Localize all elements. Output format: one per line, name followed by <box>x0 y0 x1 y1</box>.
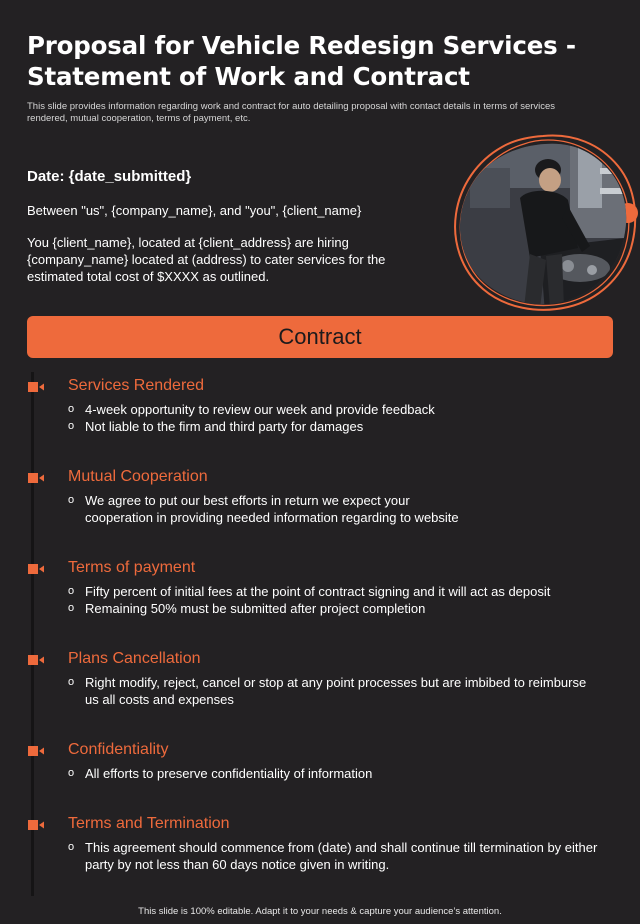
arrow-marker-icon <box>27 563 45 575</box>
title-line-2: Statement of Work and Contract <box>27 62 470 91</box>
bullet-list <box>68 401 624 435</box>
list-item: o Fifty percent of initial fees at the point of contract signing and it will act as deposit <box>68 584 551 599</box>
bullet-icon: o <box>68 494 75 506</box>
bullet-icon: o <box>68 767 75 779</box>
section-title: Terms and Termination <box>68 815 230 832</box>
section-title: Confidentiality <box>68 741 169 758</box>
bullet-icon: o <box>68 676 75 688</box>
section-title: Plans Cancellation <box>68 650 201 667</box>
list-item: o 4-week opportunity to review our week and provide feedback <box>68 402 435 417</box>
arrow-marker-icon <box>27 745 45 757</box>
page-title <box>27 30 617 92</box>
parties-text: Between "us", {company_name}, and "you", {client_name} <box>27 203 362 218</box>
subtitle: This slide provides information regarding work and contract for auto detailing proposal with contact details in terms of services rendered, mutual cooperation, terms of payment, etc. <box>27 101 556 124</box>
list-item: o Right modify, reject, cancel or stop at any point processes but are imbibed to reimburse us all costs and expenses <box>68 675 587 707</box>
bullet-icon: o <box>68 420 75 432</box>
date-submitted: Date: {date_submitted} <box>27 168 192 185</box>
bullet-icon: o <box>68 403 75 415</box>
arrow-marker-icon <box>27 654 45 666</box>
list-item: o Not liable to the firm and third party for damages <box>68 419 364 434</box>
list-item: o We agree to put our best efforts in return we expect your cooperation in providing needed information regarding to website <box>68 493 459 525</box>
section-title: Terms of payment <box>68 559 196 576</box>
bullet-list <box>68 583 624 617</box>
section-title: Services Rendered <box>68 377 205 394</box>
bullet-list <box>68 674 588 708</box>
arrow-marker-icon <box>27 819 45 831</box>
bullet-icon: o <box>68 841 75 853</box>
list-item: o Remaining 50% must be submitted after project completion <box>68 601 426 616</box>
title-line-1: Proposal for Vehicle Redesign Services - <box>27 31 576 60</box>
section-title: Mutual Cooperation <box>68 468 208 485</box>
arrow-marker-icon <box>27 381 45 393</box>
bullet-list <box>68 765 624 782</box>
contract-heading-bar <box>27 316 613 358</box>
hiring-text: You {client_name}, located at {client_address} are hiring {company_name} located at (address) to cater services for the estimated total cost of $XXXX as outlined. <box>27 235 386 284</box>
bullet-list <box>68 839 624 873</box>
footer-note: This slide is 100% editable. Adapt it to your needs & capture your audience’s attention. <box>138 906 502 917</box>
list-item: o This agreement should commence from (date) and shall continue till termination by either party by not less than 60 days notice given in writing. <box>68 840 598 872</box>
timeline-line <box>31 372 34 896</box>
arrow-marker-icon <box>27 472 45 484</box>
list-item: o All efforts to preserve confidentiality of information <box>68 766 373 781</box>
mechanic-photo <box>450 128 640 313</box>
bullet-icon: o <box>68 585 75 597</box>
contract-heading: Contract <box>278 324 362 349</box>
bullet-icon: o <box>68 602 75 614</box>
bullet-list <box>68 492 468 526</box>
